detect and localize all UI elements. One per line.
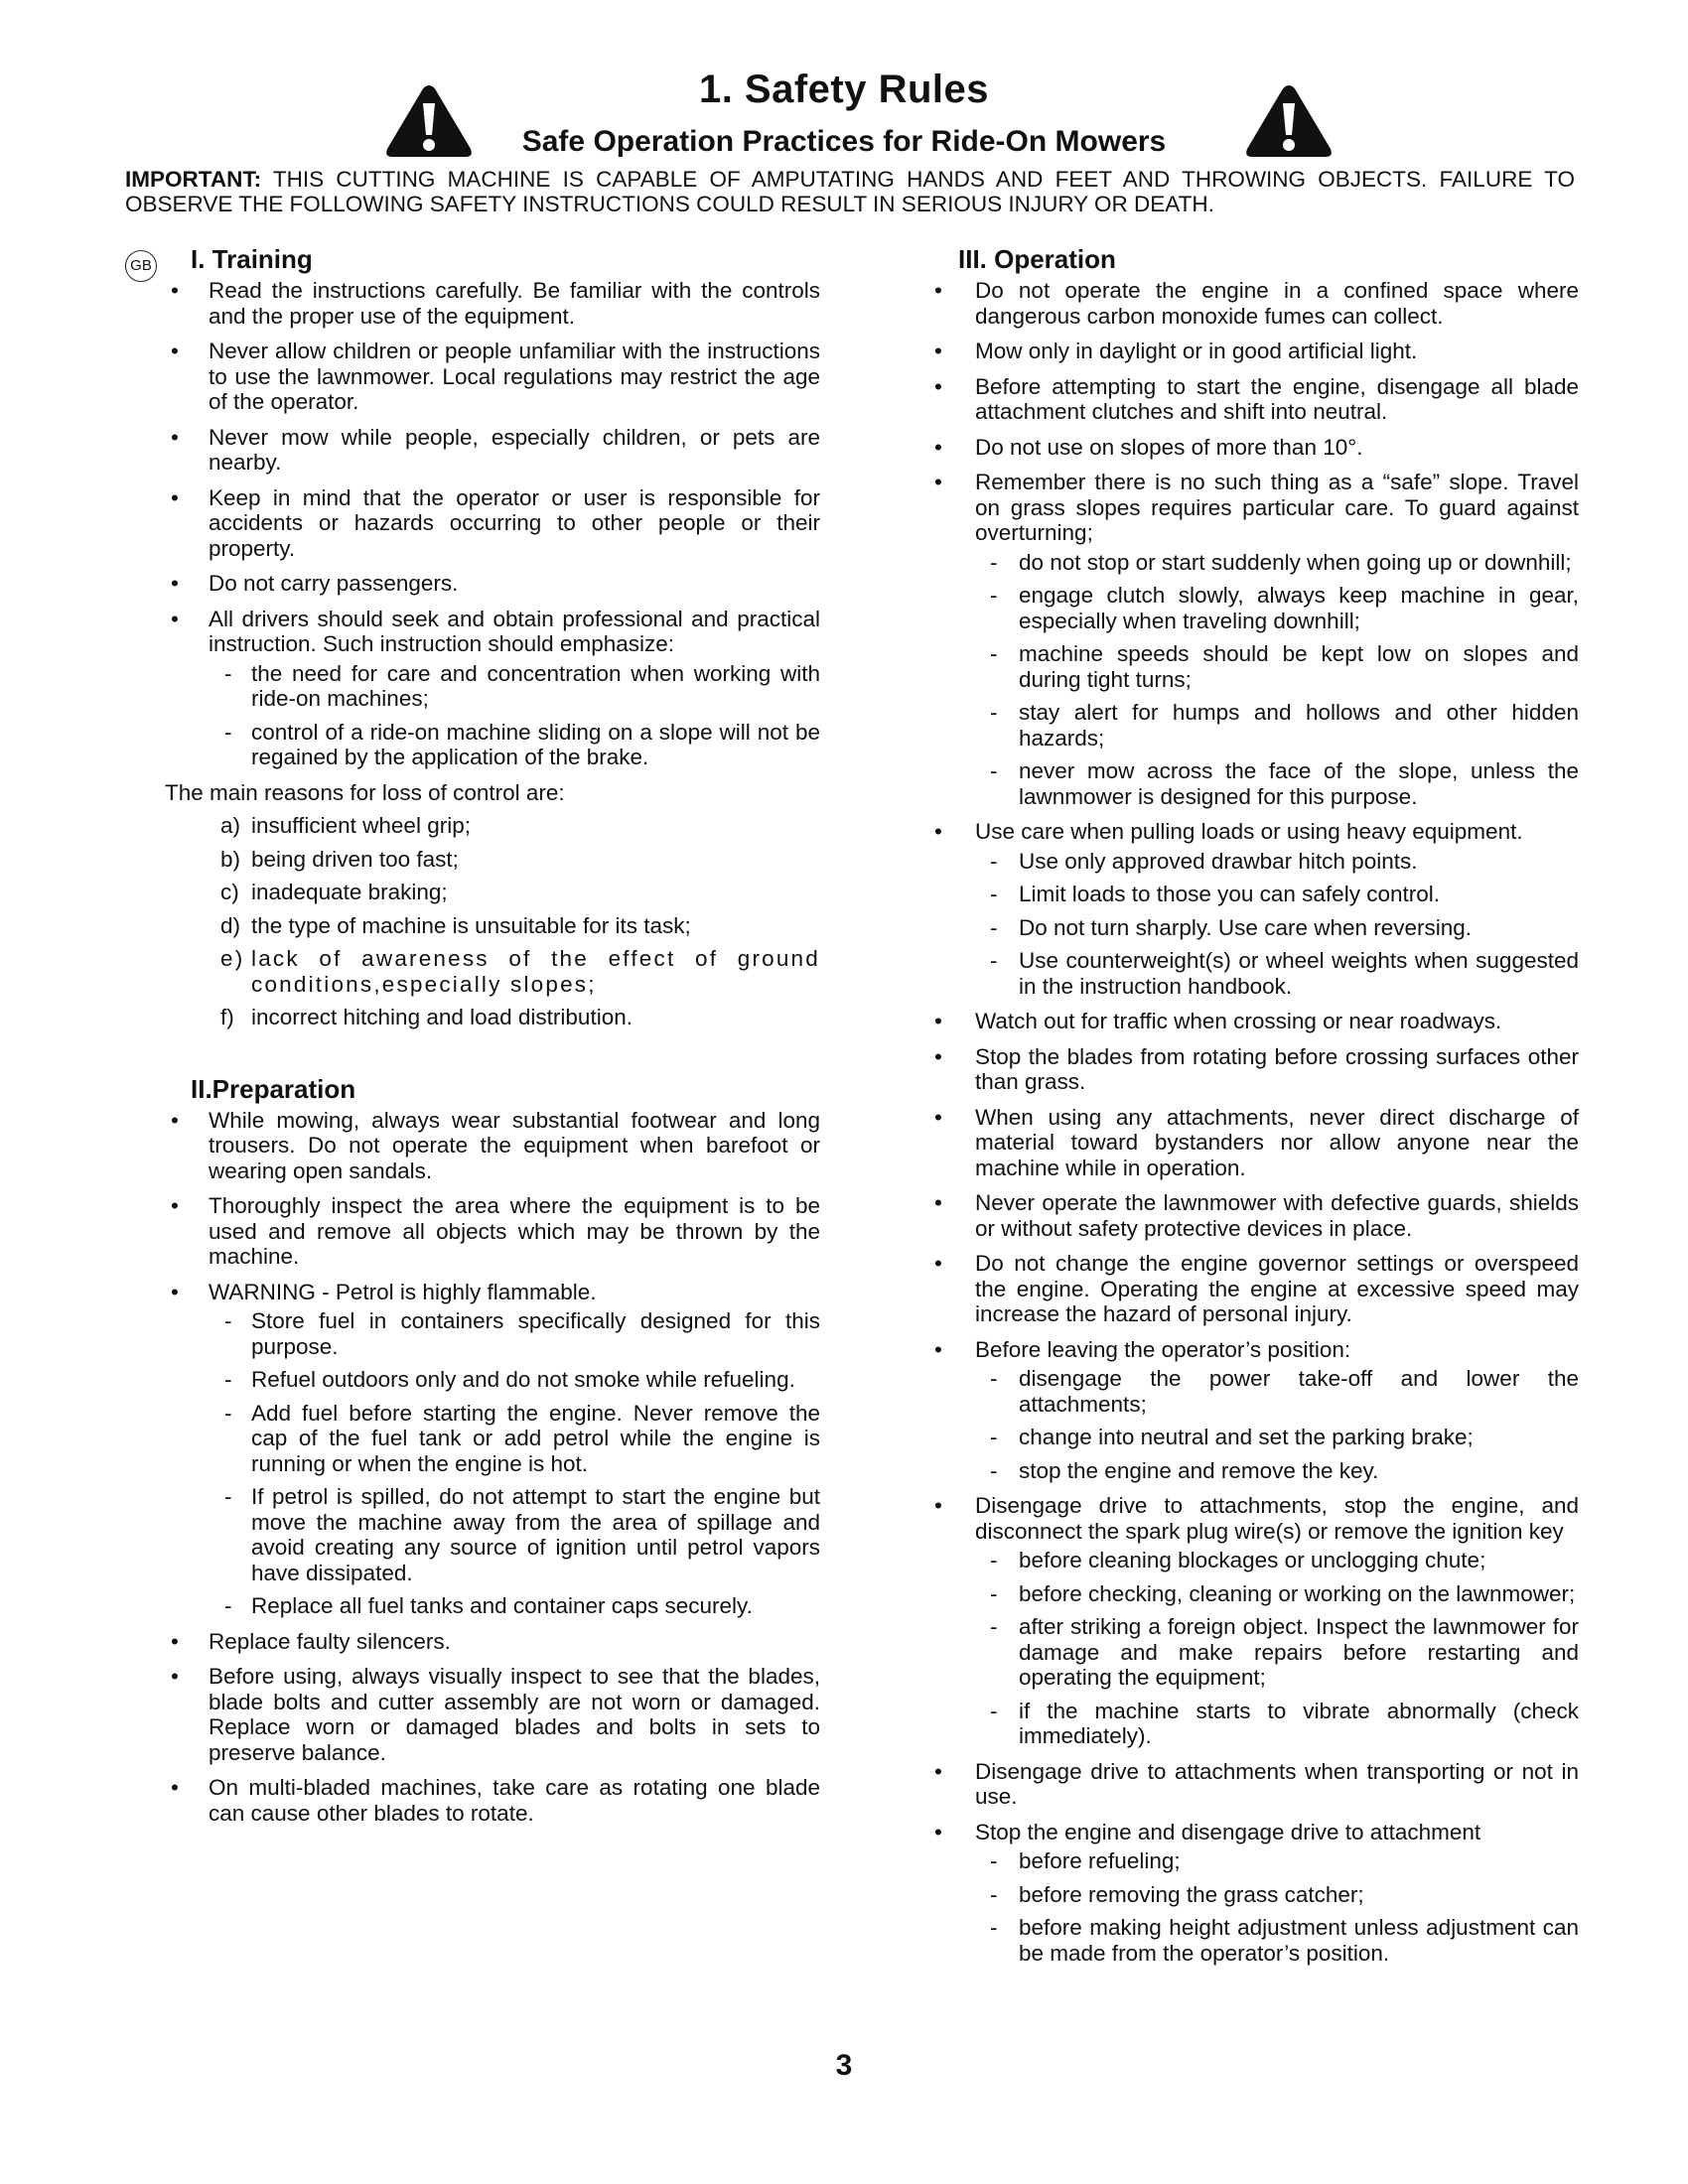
sub-item-text: Store fuel in containers specifically designed for this purpose. <box>251 1308 820 1359</box>
sub-item <box>975 550 1579 576</box>
bullet-symbol: • <box>171 1193 179 1218</box>
list-item <box>928 470 1579 809</box>
bullet-symbol: • <box>934 1009 942 1033</box>
dash-symbol: - <box>990 1614 998 1639</box>
bullet-symbol: • <box>171 424 179 450</box>
reason-letter: d) <box>220 912 241 938</box>
list-item-text: Thoroughly inspect the area where the equipment is to be used and remove all objects which may be thrown by the machine. <box>209 1193 820 1269</box>
list-item <box>125 571 820 597</box>
list-item <box>928 1337 1579 1484</box>
bullet-symbol: • <box>934 1493 942 1518</box>
section-heading-training: I. Training <box>191 244 313 274</box>
list-item <box>928 1493 1579 1749</box>
reason-text: lack of awareness of the effect of ground conditions,especially slopes; <box>251 946 820 997</box>
sub-item-text: before cleaning blockages or unclogging chute; <box>1019 1548 1486 1572</box>
dash-symbol: - <box>990 700 998 725</box>
dash-symbol: - <box>224 1308 232 1333</box>
list-item-text: All drivers should seek and obtain professional and practical instruction. Such instruction should emphasize: <box>209 606 820 656</box>
list-item <box>928 1009 1579 1034</box>
sub-item-text: Limit loads to those you can safely control. <box>1019 882 1440 906</box>
sub-item-text: before refueling; <box>1019 1848 1181 1873</box>
sub-item-text: engage clutch slowly, always keep machine in gear, especially when traveling downhill; <box>1019 583 1579 633</box>
reason-letter: c) <box>220 880 239 904</box>
dash-symbol: - <box>990 1548 998 1572</box>
list-item-text: While mowing, always wear substantial footwear and long trousers. Do not operate the equipment when barefoot or wearing open sandals. <box>209 1107 820 1183</box>
sub-item <box>975 700 1579 751</box>
list-item-text: Never operate the lawnmower with defective guards, shields or without safety protective devices in place. <box>975 1190 1579 1241</box>
list-item-text: Do not use on slopes of more than 10°. <box>975 434 1363 460</box>
sub-item-text: before checking, cleaning or working on the lawnmower; <box>1019 1580 1576 1606</box>
sub-item-text: Do not turn sharply. Use care when reversing. <box>1019 914 1473 940</box>
list-item <box>928 1044 1579 1095</box>
sub-item <box>975 849 1579 875</box>
list-item-text: Before using, always visually inspect to see that the blades, blade bolts and cutter assembly are not worn or damaged. Replace worn or damaged blades and bolts in sets to preserve balance. <box>209 1664 820 1765</box>
list-item-text: Replace faulty silencers. <box>209 1628 451 1654</box>
sub-item-text: control of a ride-on machine sliding on a slope will not be regained by the application of the brake. <box>251 719 820 769</box>
sub-item-text: Use only approved drawbar hitch points. <box>1019 848 1418 874</box>
sub-item <box>975 1614 1579 1691</box>
sub-item <box>975 948 1579 999</box>
list-item-text: Remember there is no such thing as a “safe” slope. Travel on grass slopes requires particular care. To guard against overturning; <box>975 470 1579 545</box>
reason-item <box>125 1005 820 1030</box>
list-item <box>125 339 820 415</box>
sub-item <box>209 1401 820 1477</box>
sub-item-text: disengage the power take-off and lower the attachments; <box>1019 1366 1579 1417</box>
reason-letter: f) <box>220 1005 234 1029</box>
sub-item-text: If petrol is spilled, do not attempt to start the engine but move the machine away from the area of spillage and avoid creating any source of ignition until petrol vapors have dissipated. <box>251 1484 820 1585</box>
bullet-symbol: • <box>934 1104 942 1130</box>
section-heading-preparation: II.Preparation <box>191 1073 356 1104</box>
list-item-text: Disengage drive to attachments when transporting or not in use. <box>975 1758 1579 1809</box>
list-item-text: Do not operate the engine in a confined space where dangerous carbon monoxide fumes can collect. <box>975 278 1579 329</box>
reason-text: incorrect hitching and load distribution. <box>251 1005 633 1029</box>
sub-item <box>975 1882 1579 1908</box>
bullet-symbol: • <box>171 1628 179 1654</box>
sub-item-text: if the machine starts to vibrate abnormally (check immediately). <box>1019 1698 1579 1748</box>
sub-item <box>975 915 1579 941</box>
reasons-intro: The main reasons for loss of control are: <box>165 779 565 805</box>
sub-item-text: before making height adjustment unless adjustment can be made from the operator’s position. <box>1019 1915 1579 1966</box>
reason-text: the type of machine is unsuitable for its task; <box>251 912 691 938</box>
dash-symbol: - <box>224 1593 232 1618</box>
list-item <box>125 1193 820 1270</box>
sub-item-text: Refuel outdoors only and do not smoke while refueling. <box>251 1367 795 1392</box>
reason-item <box>125 880 820 905</box>
list-item <box>928 1190 1579 1241</box>
list-item-text: On multi-bladed machines, take care as rotating one blade can cause other blades to rotate. <box>209 1775 820 1826</box>
bullet-symbol: • <box>934 819 942 844</box>
sub-item <box>975 1425 1579 1450</box>
reason-letter: e) <box>220 946 245 971</box>
bullet-symbol: • <box>171 1107 179 1133</box>
sub-item <box>975 1699 1579 1749</box>
list-item-text: Stop the engine and disengage drive to attachment <box>975 1819 1481 1844</box>
sub-item-text: never mow across the face of the slope, unless the lawnmower is designed for this purpose. <box>1019 758 1579 809</box>
list-item <box>125 607 820 770</box>
sub-item <box>975 1848 1579 1874</box>
reason-item <box>125 913 820 939</box>
bullet-symbol: • <box>934 470 942 494</box>
list-item-text: Never allow children or people unfamiliar with the instructions to use the lawnmower. Local regulations may restrict the age of the operator. <box>209 339 820 414</box>
sub-item <box>209 1367 820 1393</box>
sub-item-text: Use counterweight(s) or wheel weights when suggested in the instruction handbook. <box>1019 948 1579 999</box>
list-item-text: WARNING - Petrol is highly flammable. <box>209 1279 597 1304</box>
dash-symbol: - <box>990 882 998 906</box>
page-number: 3 <box>835 2049 853 2082</box>
reason-item <box>125 946 820 997</box>
sub-item <box>975 583 1579 633</box>
bullet-symbol: • <box>171 1775 179 1800</box>
bullet-symbol: • <box>934 1758 942 1784</box>
sub-item-text: do not stop or start suddenly when going up or downhill; <box>1019 549 1572 575</box>
list-item-text: Do not change the engine governor settings or overspeed the engine. Operating the engine at excessive speed may increase the hazard of personal injury. <box>975 1251 1579 1326</box>
dash-symbol: - <box>990 583 998 608</box>
list-item <box>928 819 1579 999</box>
page-subtitle: Safe Operation Practices for Ride-On Mowers <box>521 125 1167 158</box>
sub-item <box>975 641 1579 692</box>
sub-item <box>209 1484 820 1585</box>
bullet-symbol: • <box>171 1279 179 1304</box>
sub-item-text: stay alert for humps and hollows and other hidden hazards; <box>1019 700 1579 751</box>
sub-item-text: Replace all fuel tanks and container caps securely. <box>251 1593 753 1618</box>
list-item <box>125 425 820 476</box>
sub-item-text: Add fuel before starting the engine. Never remove the cap of the fuel tank or add petrol while the engine is running or when the engine is hot. <box>251 1400 820 1476</box>
dash-symbol: - <box>990 848 998 874</box>
sub-item <box>975 882 1579 907</box>
sub-item <box>975 1581 1579 1607</box>
sub-item-text: the need for care and concentration when working with ride-on machines; <box>251 660 820 711</box>
sub-item-text: stop the engine and remove the key. <box>1019 1457 1379 1483</box>
list-item <box>125 1775 820 1826</box>
sub-item <box>209 661 820 712</box>
bullet-symbol: • <box>934 1819 942 1844</box>
dash-symbol: - <box>990 1580 998 1606</box>
bullet-symbol: • <box>934 339 942 363</box>
page-title: 1. Safety Rules <box>698 68 990 111</box>
list-item <box>125 1280 820 1619</box>
sub-item <box>975 758 1579 809</box>
bullet-symbol: • <box>171 571 179 596</box>
reason-item <box>125 813 820 839</box>
dash-symbol: - <box>224 719 232 745</box>
dash-symbol: - <box>990 1425 998 1449</box>
dash-symbol: - <box>990 549 998 575</box>
bullet-symbol: • <box>934 1251 942 1276</box>
dash-symbol: - <box>990 1457 998 1483</box>
list-item <box>928 1251 1579 1327</box>
important-text: THIS CUTTING MACHINE IS CAPABLE OF AMPUTATING HANDS AND FEET AND THROWING OBJECTS. FAILURE TO OBSERVE THE FOLLOWING SAFETY INSTRUCTIONS COULD RESULT IN SERIOUS INJURY OR DEATH. <box>125 167 1575 216</box>
dash-symbol: - <box>990 1698 998 1723</box>
warning-triangle-icon <box>1243 81 1335 161</box>
list-item <box>125 1108 820 1184</box>
bullet-symbol: • <box>934 1336 942 1362</box>
dash-symbol: - <box>990 914 998 940</box>
reason-letter: a) <box>220 813 241 838</box>
list-item <box>125 1629 820 1655</box>
list-item <box>928 1820 1579 1967</box>
sub-item-text: machine speeds should be kept low on slopes and during tight turns; <box>1019 641 1579 692</box>
list-item-text: Stop the blades from rotating before crossing surfaces other than grass. <box>975 1043 1579 1094</box>
reason-text: inadequate braking; <box>251 880 448 904</box>
list-item <box>125 278 820 329</box>
bullet-symbol: • <box>934 373 942 399</box>
dash-symbol: - <box>224 1367 232 1392</box>
sub-item <box>975 1548 1579 1573</box>
list-item <box>928 339 1579 364</box>
sub-item <box>209 1308 820 1359</box>
sub-item <box>975 1458 1579 1484</box>
list-item-text: Mow only in daylight or in good artificial light. <box>975 339 1418 363</box>
list-item <box>125 1664 820 1765</box>
list-item-text: Keep in mind that the operator or user is responsible for accidents or hazards occurring to other people or their property. <box>209 484 820 561</box>
section-heading-operation: III. Operation <box>958 244 1116 274</box>
reason-text: being driven too fast; <box>251 846 459 872</box>
bullet-symbol: • <box>934 278 942 303</box>
dash-symbol: - <box>990 948 998 973</box>
dash-symbol: - <box>990 758 998 783</box>
dash-symbol: - <box>224 1484 232 1509</box>
important-label: IMPORTANT: <box>125 167 262 192</box>
list-item-text: Before attempting to start the engine, disengage all blade attachment clutches and shift into neutral. <box>975 373 1579 424</box>
important-notice <box>125 167 1575 216</box>
page-header <box>0 64 1688 173</box>
language-badge: GB <box>125 250 157 282</box>
bullet-symbol: • <box>934 434 942 460</box>
list-item-text: When using any attachments, never direct discharge of material toward bystanders nor allow anyone near the machine while in operation. <box>975 1104 1579 1180</box>
bullet-symbol: • <box>171 1664 179 1689</box>
sub-item-text: after striking a foreign object. Inspect the lawnmower for damage and make repairs before restarting and operating the equipment; <box>1019 1614 1579 1690</box>
bullet-symbol: • <box>171 606 179 631</box>
bullet-symbol: • <box>171 339 179 363</box>
reason-letter: b) <box>220 846 241 872</box>
bullet-symbol: • <box>171 484 179 510</box>
list-item <box>928 1759 1579 1810</box>
reason-text: insufficient wheel grip; <box>251 813 471 838</box>
list-item <box>928 1105 1579 1181</box>
dash-symbol: - <box>990 1915 998 1940</box>
list-item-text: Disengage drive to attachments, stop the engine, and disconnect the spark plug wire(s) or remove the ignition key <box>975 1493 1579 1544</box>
bullet-symbol: • <box>934 1190 942 1215</box>
list-item-text: Before leaving the operator’s position: <box>975 1336 1351 1362</box>
sub-item-text: before removing the grass catcher; <box>1019 1881 1364 1907</box>
list-item-text: Watch out for traffic when crossing or near roadways. <box>975 1009 1502 1033</box>
list-item-text: Do not carry passengers. <box>209 571 459 596</box>
list-item <box>928 278 1579 329</box>
list-item-text: Never mow while people, especially children, or pets are nearby. <box>209 424 820 475</box>
list-item <box>928 374 1579 425</box>
sub-item <box>975 1366 1579 1417</box>
dash-symbol: - <box>990 1848 998 1873</box>
list-item-text: Use care when pulling loads or using heavy equipment. <box>975 819 1523 844</box>
right-column <box>928 244 1579 1976</box>
sub-item <box>209 1593 820 1619</box>
dash-symbol: - <box>990 1881 998 1907</box>
left-column <box>125 244 820 1836</box>
dash-symbol: - <box>990 641 998 666</box>
dash-symbol: - <box>224 1400 232 1426</box>
bullet-symbol: • <box>171 278 179 303</box>
bullet-symbol: • <box>934 1043 942 1069</box>
list-item <box>125 485 820 562</box>
list-item-text: Read the instructions carefully. Be familiar with the controls and the proper use of the equipment. <box>209 278 820 329</box>
list-item <box>928 435 1579 461</box>
reason-item <box>125 847 820 873</box>
dash-symbol: - <box>224 660 232 686</box>
dash-symbol: - <box>990 1366 998 1391</box>
sub-item <box>975 1915 1579 1966</box>
sub-item <box>209 720 820 770</box>
sub-item-text: change into neutral and set the parking brake; <box>1019 1425 1474 1449</box>
